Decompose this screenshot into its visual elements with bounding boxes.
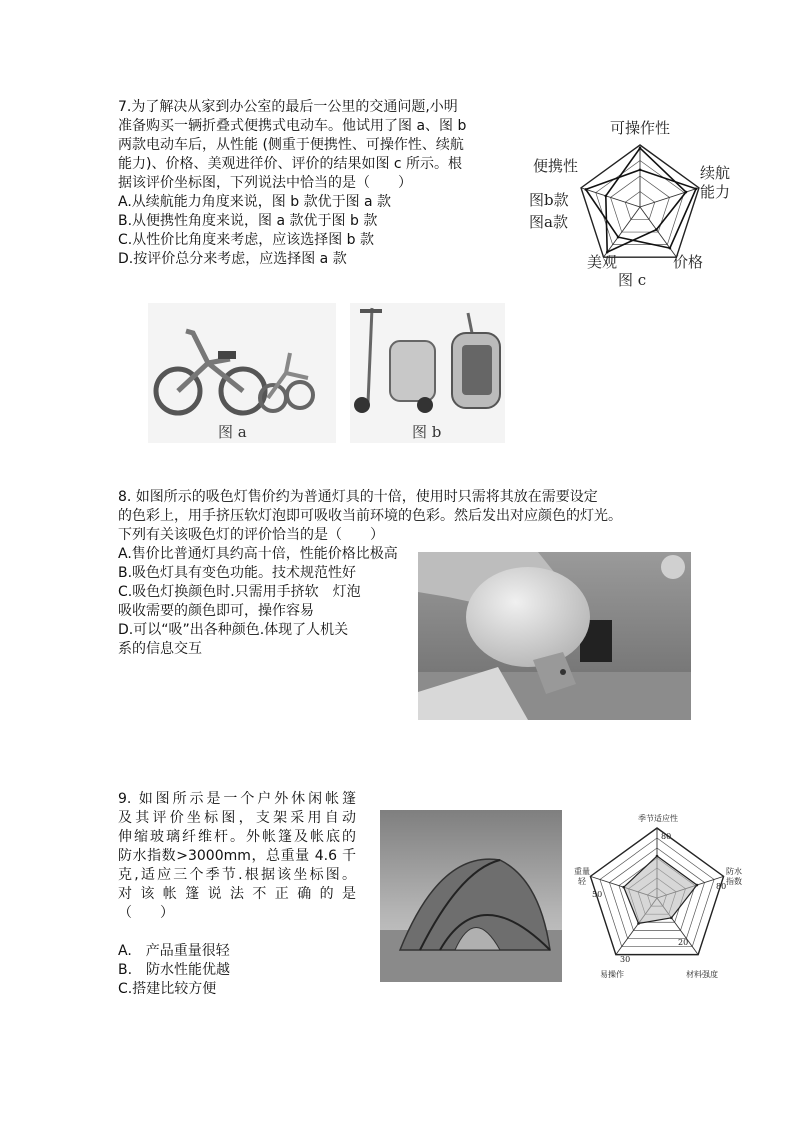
q9-line: （ ） bbox=[118, 905, 174, 921]
color-lamp-illustration bbox=[418, 552, 691, 720]
tent-tick-4: 50 bbox=[592, 890, 603, 899]
radar-point-1-3 bbox=[617, 236, 620, 239]
photo-tent bbox=[380, 810, 562, 982]
radar-point-0-4 bbox=[622, 886, 625, 889]
tent-axis-season: 季节适应性 bbox=[638, 814, 678, 823]
q8-line: 8. 如图所示的吸色灯售价约为普通灯具的十倍，使用时只需将其放在需要设定 bbox=[118, 489, 598, 505]
q9-line: 及其评价坐标图，支架采用自动 bbox=[118, 810, 356, 826]
axis-label-operability: 可操作性 bbox=[610, 119, 671, 137]
q8-option-d: D.可以“吸”出各种颜色.体现了人机关 bbox=[118, 622, 349, 638]
tent-axis-strength: 材料强度 bbox=[686, 970, 718, 979]
q8-options-wrap bbox=[118, 564, 408, 659]
axis-label-endurance-1: 续航 bbox=[700, 164, 731, 182]
radar-point-1-1 bbox=[695, 187, 698, 190]
axis-label-price: 价格 bbox=[673, 253, 704, 271]
q9-line: 防水指数>3000mm，总重量 4.6 千 bbox=[118, 848, 356, 864]
q9-spacer bbox=[118, 923, 356, 942]
tent-tick-2: 20 bbox=[678, 938, 689, 947]
photo-caption-b: 图 b bbox=[412, 423, 442, 441]
tent-axis-weight-1: 重量 bbox=[574, 867, 590, 876]
question-7 bbox=[118, 98, 518, 269]
q7-line: 两款电动车后，从性能 (侧重于便携性、可操作性、续航 bbox=[118, 137, 464, 153]
radar-point-1-0 bbox=[639, 169, 642, 172]
tent-axis-waterproof-1: 防水 bbox=[726, 867, 742, 876]
tent-axis-waterproof-2: 指数 bbox=[726, 877, 742, 886]
tent-illustration bbox=[380, 810, 562, 982]
q7-line: 据该评价坐标图，下列说法中恰当的是（ ） bbox=[118, 175, 412, 191]
q9-option-a: A. 产品重量很轻 bbox=[118, 943, 230, 959]
q7-line: 准备购买一辆折叠式便携式电动车。他试用了图 a、图 b bbox=[118, 118, 467, 134]
radar-point-1-4 bbox=[584, 188, 587, 191]
q7-option-b: B.从便携性角度来说，图 a 款优于图 b 款 bbox=[118, 213, 378, 229]
photo-scooter-b bbox=[350, 303, 505, 443]
photo-caption-a: 图 a bbox=[218, 423, 247, 441]
radar-axis-4 bbox=[581, 188, 640, 207]
q9-option-b: B. 防水性能优越 bbox=[118, 962, 231, 978]
radar-point-0-1 bbox=[685, 191, 688, 194]
q9-line: 克,适应三个季节.根据该坐标图。 bbox=[118, 867, 356, 883]
radar-point-0-2 bbox=[670, 917, 673, 920]
q8-option-d-cont: 系的信息交互 bbox=[118, 641, 202, 657]
q9-line: 对该帐篷说法不正确的是 bbox=[118, 886, 356, 902]
q8-option-a: A.售价比普通灯具约高十倍，性能价格比极高 bbox=[118, 546, 398, 562]
q9-line: 伸缩玻璃纤维杆。外帐篷及帐底的 bbox=[118, 829, 356, 845]
axis-label-portability: 便携性 bbox=[533, 157, 579, 175]
axis-label-endurance-2: 能力 bbox=[700, 183, 731, 201]
q7-option-a: A.从续航能力角度来说，图 b 款优于图 a 款 bbox=[118, 194, 392, 210]
tent-tick-0: 80 bbox=[661, 832, 672, 841]
tent-tick-3: 30 bbox=[620, 955, 631, 964]
photo-color-lamp bbox=[418, 552, 691, 720]
chart-caption-c: 图 c bbox=[618, 271, 647, 289]
q8-option-c-cont: 吸收需要的颜色即可，操作容易 bbox=[118, 603, 314, 619]
radar-point-0-1 bbox=[696, 884, 699, 887]
q7-option-c: C.从性价比角度来考虑，应该选择图 b 款 bbox=[118, 232, 375, 248]
q8-option-c: C.吸色灯换颜色时.只需用手挤软 灯泡 bbox=[118, 584, 361, 600]
tent-axis-weight-2: 轻 bbox=[578, 877, 586, 886]
series-label-b: 图b款 bbox=[529, 191, 569, 209]
q8-line: 的色彩上，用手挤压软灯泡即可吸收当前环境的色彩。然后发出对应颜色的灯光。 bbox=[118, 508, 622, 524]
q7-line: 7.为了解决从家到办公室的最后一公里的交通问题,小明 bbox=[118, 99, 458, 115]
q9-option-c: C.搭建比较方便 bbox=[118, 981, 217, 997]
radar-point-0-0 bbox=[639, 147, 642, 150]
radar-chart-tent bbox=[568, 810, 746, 982]
q7-option-d: D.按评价总分来考虑，应选择图 a 款 bbox=[118, 251, 347, 267]
radar-point-0-2 bbox=[655, 228, 658, 231]
q7-line: 能力)、价格、美观进徉价、评价的结果如图 c 所示。根 bbox=[118, 156, 463, 172]
radar-point-0-4 bbox=[605, 195, 608, 198]
radar-point-1-2 bbox=[669, 247, 672, 250]
question-9 bbox=[118, 790, 356, 999]
radar-chart-c bbox=[525, 115, 750, 290]
series-label-a: 图a款 bbox=[529, 213, 568, 231]
tent-tick-1: 80 bbox=[716, 882, 727, 891]
q9-line: 9. 如图所示是一个户外休闲帐篷 bbox=[118, 791, 356, 807]
axis-label-appearance: 美观 bbox=[587, 253, 618, 271]
radar-point-0-3 bbox=[637, 922, 640, 925]
tent-axis-easy: 易操作 bbox=[600, 970, 624, 979]
radar-point-0-0 bbox=[656, 855, 659, 858]
q8-line: 下列有关该吸色灯的评价恰当的是（ ） bbox=[118, 527, 384, 543]
q8-option-b: B.吸色灯具有变色功能。技术规范性好 bbox=[118, 565, 357, 581]
photo-bikes-a bbox=[148, 303, 336, 443]
